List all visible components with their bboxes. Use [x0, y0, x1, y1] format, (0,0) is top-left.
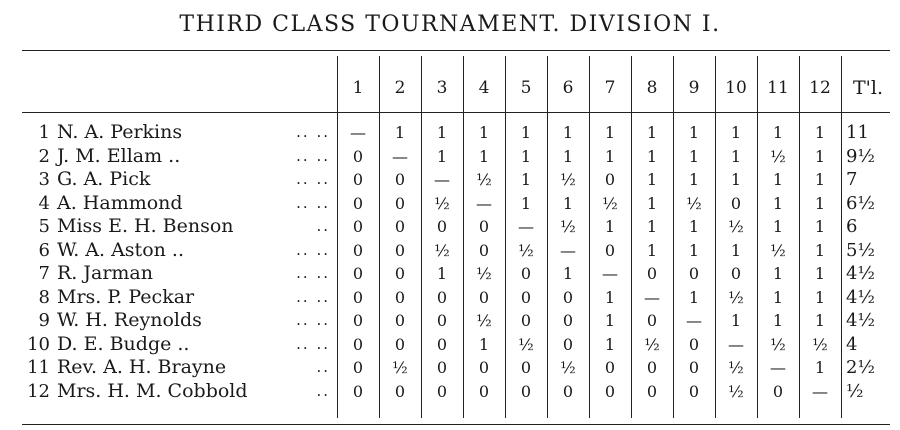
player-number: 1: [38, 122, 50, 143]
score-cell: ½: [434, 240, 450, 260]
score-cell: 1: [646, 240, 658, 260]
score-cell: 0: [352, 358, 364, 377]
score-cell: 0: [436, 334, 448, 354]
column-header: 7: [604, 78, 616, 98]
leader-dots: .. ..: [296, 287, 330, 306]
player-number: 9: [38, 310, 50, 331]
player-number: 3: [38, 169, 50, 190]
player-name: R. Jarman: [57, 262, 153, 284]
score-cell: 1: [646, 217, 658, 236]
score-cell: 1: [730, 146, 742, 166]
player-name: Miss E. H. Benson: [57, 215, 234, 237]
score-cell: 0: [688, 264, 700, 283]
leader-dots: ..: [316, 217, 330, 235]
score-cell: ½: [602, 193, 618, 213]
score-cell: 0: [394, 240, 406, 260]
score-cell: 0: [646, 311, 658, 330]
total-score: 7: [846, 169, 858, 190]
total-score: 4½: [846, 263, 875, 284]
score-cell: 0: [394, 264, 406, 283]
player-number: 5: [38, 216, 50, 237]
score-cell: 1: [730, 240, 742, 260]
table-row: [0, 168, 900, 191]
total-score: 9½: [846, 145, 875, 167]
score-cell: 0: [352, 170, 364, 189]
player-number: 10: [27, 333, 50, 355]
score-cell: —: [770, 358, 786, 377]
score-cell: —: [686, 311, 702, 330]
score-cell: —: [392, 146, 408, 166]
score-cell: 1: [562, 123, 574, 142]
score-cell: ½: [434, 193, 450, 213]
top-rule: [22, 50, 890, 51]
column-header: 4: [478, 78, 490, 98]
score-cell: ½: [728, 358, 744, 377]
score-cell: 0: [520, 311, 532, 330]
score-cell: 0: [352, 193, 364, 213]
score-cell: —: [644, 287, 660, 307]
score-cell: ½: [770, 240, 786, 260]
score-cell: 1: [772, 217, 784, 236]
total-score: 4: [846, 333, 858, 355]
score-cell: ½: [476, 264, 492, 283]
score-cell: 0: [478, 381, 490, 401]
score-cell: 1: [604, 311, 616, 330]
player-name: W. H. Reynolds: [57, 309, 202, 331]
player-name: Rev. A. H. Brayne: [57, 356, 227, 378]
score-cell: 0: [730, 193, 742, 213]
column-header: 11: [767, 78, 789, 98]
score-cell: 1: [604, 287, 616, 307]
total-score: 5½: [846, 239, 875, 261]
score-cell: 1: [520, 123, 532, 142]
score-cell: 0: [394, 381, 406, 401]
total-score: 6: [846, 216, 858, 237]
score-cell: 1: [814, 264, 826, 283]
score-cell: ½: [518, 240, 534, 260]
column-header: 3: [436, 78, 448, 98]
player-name: J. M. Ellam ..: [57, 144, 181, 167]
score-cell: 0: [478, 217, 490, 236]
score-cell: 1: [604, 146, 616, 166]
player-name: Mrs. H. M. Cobbold: [57, 379, 248, 402]
score-cell: 1: [814, 287, 826, 307]
score-cell: 1: [646, 193, 658, 213]
score-cell: 1: [562, 146, 574, 166]
score-cell: 0: [352, 334, 364, 354]
score-cell: 1: [436, 264, 448, 283]
score-cell: 1: [646, 123, 658, 142]
score-cell: ½: [560, 217, 576, 236]
score-cell: —: [812, 381, 828, 401]
total-score: 4½: [846, 310, 875, 331]
score-cell: 0: [394, 217, 406, 236]
score-cell: 0: [352, 146, 364, 166]
score-cell: 1: [772, 287, 784, 307]
score-cell: 1: [730, 123, 742, 142]
score-cell: 1: [688, 287, 700, 307]
column-header: 8: [646, 78, 658, 98]
score-cell: 1: [436, 123, 448, 142]
score-cell: —: [728, 334, 744, 354]
score-cell: 1: [394, 123, 406, 142]
score-cell: 1: [478, 123, 490, 142]
score-cell: 1: [562, 193, 574, 213]
score-cell: 1: [688, 170, 700, 189]
player-name: D. E. Budge ..: [57, 332, 190, 355]
score-cell: 0: [436, 287, 448, 307]
score-cell: 0: [352, 311, 364, 330]
score-cell: 0: [478, 240, 490, 260]
column-header: 12: [809, 78, 831, 98]
score-cell: 1: [520, 193, 532, 213]
total-score: 6½: [846, 192, 875, 214]
column-header: 2: [394, 78, 406, 98]
score-cell: 0: [394, 311, 406, 330]
score-cell: 0: [730, 264, 742, 283]
score-cell: 1: [814, 123, 826, 142]
score-cell: —: [602, 264, 618, 283]
player-name: W. A. Aston ..: [57, 238, 184, 261]
player-number: 4: [38, 192, 50, 214]
total-score: 4½: [846, 286, 875, 308]
score-cell: ½: [476, 170, 492, 189]
score-cell: 1: [772, 311, 784, 330]
score-cell: 0: [562, 381, 574, 401]
score-cell: 1: [436, 146, 448, 166]
leader-dots: .. ..: [296, 123, 330, 141]
score-cell: 1: [772, 193, 784, 213]
column-header: 6: [562, 78, 574, 98]
table-row: [0, 286, 900, 309]
total-score: 11: [846, 122, 869, 143]
leader-dots: .. ..: [296, 264, 330, 282]
score-cell: 0: [562, 311, 574, 330]
total-score: ½: [846, 380, 864, 402]
score-cell: 0: [604, 170, 616, 189]
table-row: [0, 215, 900, 238]
player-number: 8: [38, 286, 50, 308]
score-cell: 0: [520, 381, 532, 401]
score-cell: 1: [814, 170, 826, 189]
bottom-rule: [22, 424, 890, 425]
score-cell: 0: [394, 193, 406, 213]
player-number: 2: [38, 145, 50, 167]
score-cell: 1: [688, 146, 700, 166]
score-cell: 0: [688, 381, 700, 401]
leader-dots: .. ..: [296, 170, 330, 188]
score-cell: 0: [562, 334, 574, 354]
score-cell: 0: [646, 381, 658, 401]
score-cell: —: [476, 193, 492, 213]
leader-dots: ..: [316, 381, 330, 400]
score-cell: 1: [646, 146, 658, 166]
table-row: [0, 145, 900, 168]
score-cell: 1: [772, 170, 784, 189]
score-cell: 0: [520, 264, 532, 283]
score-cell: —: [434, 170, 450, 189]
leader-dots: ..: [316, 358, 330, 376]
score-cell: 1: [814, 146, 826, 166]
score-cell: 0: [478, 358, 490, 377]
table-row: [0, 239, 900, 262]
score-cell: 1: [688, 123, 700, 142]
column-header: 5: [520, 78, 532, 98]
score-cell: ½: [644, 334, 660, 354]
score-cell: 1: [772, 264, 784, 283]
score-cell: 0: [352, 217, 364, 236]
player-name: A. Hammond: [57, 191, 183, 214]
score-cell: 1: [688, 240, 700, 260]
score-cell: 0: [352, 264, 364, 283]
score-cell: ½: [770, 334, 786, 354]
score-cell: 0: [352, 381, 364, 401]
leader-dots: .. ..: [296, 334, 330, 353]
column-header: 9: [688, 78, 700, 98]
header-rule: [22, 112, 890, 113]
total-score: 2½: [846, 357, 875, 378]
score-cell: 0: [688, 334, 700, 354]
score-cell: 1: [520, 146, 532, 166]
player-name: N. A. Perkins: [57, 121, 183, 143]
score-cell: 0: [520, 287, 532, 307]
table-row: [0, 333, 900, 356]
score-cell: 1: [478, 334, 490, 354]
score-cell: 1: [688, 217, 700, 236]
score-cell: ½: [476, 311, 492, 330]
score-cell: 0: [646, 264, 658, 283]
score-cell: —: [350, 123, 366, 142]
total-header: T'l.: [852, 77, 883, 99]
score-cell: 0: [604, 240, 616, 260]
player-name: G. A. Pick: [57, 168, 151, 190]
column-header: 10: [725, 78, 747, 98]
score-cell: ½: [770, 146, 786, 166]
table-row: [0, 356, 900, 379]
score-cell: 0: [394, 334, 406, 354]
score-cell: 0: [520, 358, 532, 377]
leader-dots: .. ..: [296, 193, 330, 212]
player-number: 11: [27, 357, 50, 378]
score-cell: ½: [728, 381, 744, 401]
score-cell: 0: [478, 287, 490, 307]
score-cell: 0: [562, 287, 574, 307]
table-row: [0, 121, 900, 144]
score-cell: 1: [814, 217, 826, 236]
score-cell: 0: [436, 217, 448, 236]
score-cell: ½: [686, 193, 702, 213]
score-cell: 1: [730, 170, 742, 189]
score-cell: 0: [604, 381, 616, 401]
score-cell: 0: [772, 381, 784, 401]
player-number: 6: [38, 239, 50, 261]
score-cell: 1: [646, 170, 658, 189]
score-cell: 0: [646, 358, 658, 377]
score-cell: 1: [604, 217, 616, 236]
leader-dots: .. ..: [296, 240, 330, 259]
score-cell: 0: [394, 287, 406, 307]
score-cell: —: [560, 240, 576, 260]
score-cell: ½: [728, 217, 744, 236]
player-name: Mrs. P. Peckar: [57, 285, 195, 308]
score-cell: 1: [478, 146, 490, 166]
score-cell: 1: [814, 358, 826, 377]
table-row: [0, 262, 900, 285]
score-cell: 1: [562, 264, 574, 283]
score-cell: 1: [772, 123, 784, 142]
score-cell: ½: [560, 170, 576, 189]
score-cell: 0: [604, 358, 616, 377]
player-number: 12: [27, 380, 50, 402]
table-title: THIRD CLASS TOURNAMENT. DIVISION I.: [179, 12, 721, 37]
score-cell: 0: [436, 381, 448, 401]
score-cell: 1: [814, 193, 826, 213]
score-cell: 1: [730, 311, 742, 330]
score-cell: ½: [728, 287, 744, 307]
leader-dots: .. ..: [296, 311, 330, 329]
score-cell: ½: [560, 358, 576, 377]
score-cell: 0: [436, 358, 448, 377]
score-cell: 0: [352, 287, 364, 307]
score-cell: ½: [392, 358, 408, 377]
score-cell: 1: [520, 170, 532, 189]
table-row: [0, 192, 900, 215]
table-row: [0, 380, 900, 403]
score-cell: 0: [436, 311, 448, 330]
score-cell: 0: [688, 358, 700, 377]
column-header: 1: [352, 78, 364, 98]
score-cell: 0: [394, 170, 406, 189]
score-cell: 1: [814, 240, 826, 260]
score-cell: ½: [518, 334, 534, 354]
score-cell: —: [518, 217, 534, 236]
score-cell: 0: [352, 240, 364, 260]
leader-dots: .. ..: [296, 146, 330, 165]
score-cell: 1: [604, 334, 616, 354]
player-number: 7: [38, 263, 50, 284]
score-cell: 1: [814, 311, 826, 330]
table-row: [0, 309, 900, 332]
score-cell: 1: [604, 123, 616, 142]
score-cell: ½: [812, 334, 828, 354]
